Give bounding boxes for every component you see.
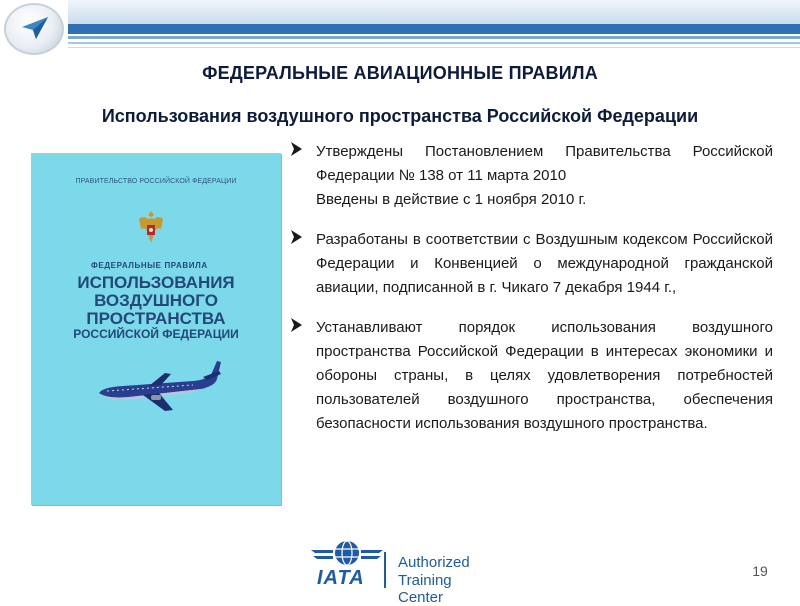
header-stripe-thin xyxy=(68,36,800,39)
cover-rules-label: ФЕДЕРАЛЬНЫЕ ПРАВИЛА xyxy=(91,261,208,270)
bullet-text: Разработаны в соответствии с Воздушным кодексом Российской Федерации и Конвенцией о международной гражданской авиации, подписанной в г. Чикаго 7 декабря 1944 г., xyxy=(316,231,773,296)
slide-title: ФЕДЕРАЛЬНЫЕ АВИАЦИОННЫЕ ПРАВИЛА xyxy=(202,63,598,83)
bullet-text: Устанавливают порядок использования воздушного пространства Российской Федерации в интересах экономики и обороны страны, в целях удовлетворения потребностей пользователей воздушного пространства, обеспечения безопасности использования воздушного пространства. xyxy=(316,319,773,432)
cover-title-line: ВОЗДУШНОГО xyxy=(94,291,218,310)
bullet-text: Утверждены Постановлением Правительства Российской Федерации № 138 от 11 марта 2010 xyxy=(316,143,773,184)
header-logo xyxy=(0,0,68,56)
list-item xyxy=(291,140,773,212)
bullet-list xyxy=(291,140,773,452)
paper-plane-icon xyxy=(20,15,50,41)
bullet-text: Введены в действие с 1 ноября 2010 г. xyxy=(316,191,587,208)
header-stripe-thin xyxy=(68,47,800,48)
cover-title-line: ИСПОЛЬЗОВАНИЯ xyxy=(77,273,235,292)
iata-authorized-text: Authorized xyxy=(398,554,470,571)
logo-badge xyxy=(4,3,64,55)
airplane-illustration xyxy=(93,353,223,413)
chevron-right-icon xyxy=(291,142,303,156)
double-headed-eagle-icon xyxy=(135,209,167,247)
globe-icon xyxy=(309,538,385,568)
logo-divider xyxy=(384,552,386,588)
page-number: 19 xyxy=(752,563,768,579)
cover-government-label: ПРАВИТЕЛЬСТВО РОССИЙСКОЙ ФЕДЕРАЦИИ xyxy=(75,178,237,185)
header-stripe xyxy=(68,24,800,34)
header-band xyxy=(68,0,800,24)
chevron-right-icon xyxy=(291,230,303,244)
list-item xyxy=(291,228,773,300)
chevron-right-icon xyxy=(291,318,303,332)
cover-title-line: ПРОСТРАНСТВА xyxy=(86,309,226,328)
iata-logo xyxy=(309,538,489,606)
slide-subtitle: Использования воздушного пространства Российской Федерации xyxy=(101,106,699,126)
list-item xyxy=(291,316,773,436)
header-stripe-thin xyxy=(68,42,800,44)
book-cover-image xyxy=(31,153,281,505)
cover-title-line: РОССИЙСКОЙ ФЕДЕРАЦИИ xyxy=(73,327,239,341)
iata-training-center-text: Training Center xyxy=(398,572,452,606)
iata-wordmark: IATA xyxy=(317,567,365,589)
